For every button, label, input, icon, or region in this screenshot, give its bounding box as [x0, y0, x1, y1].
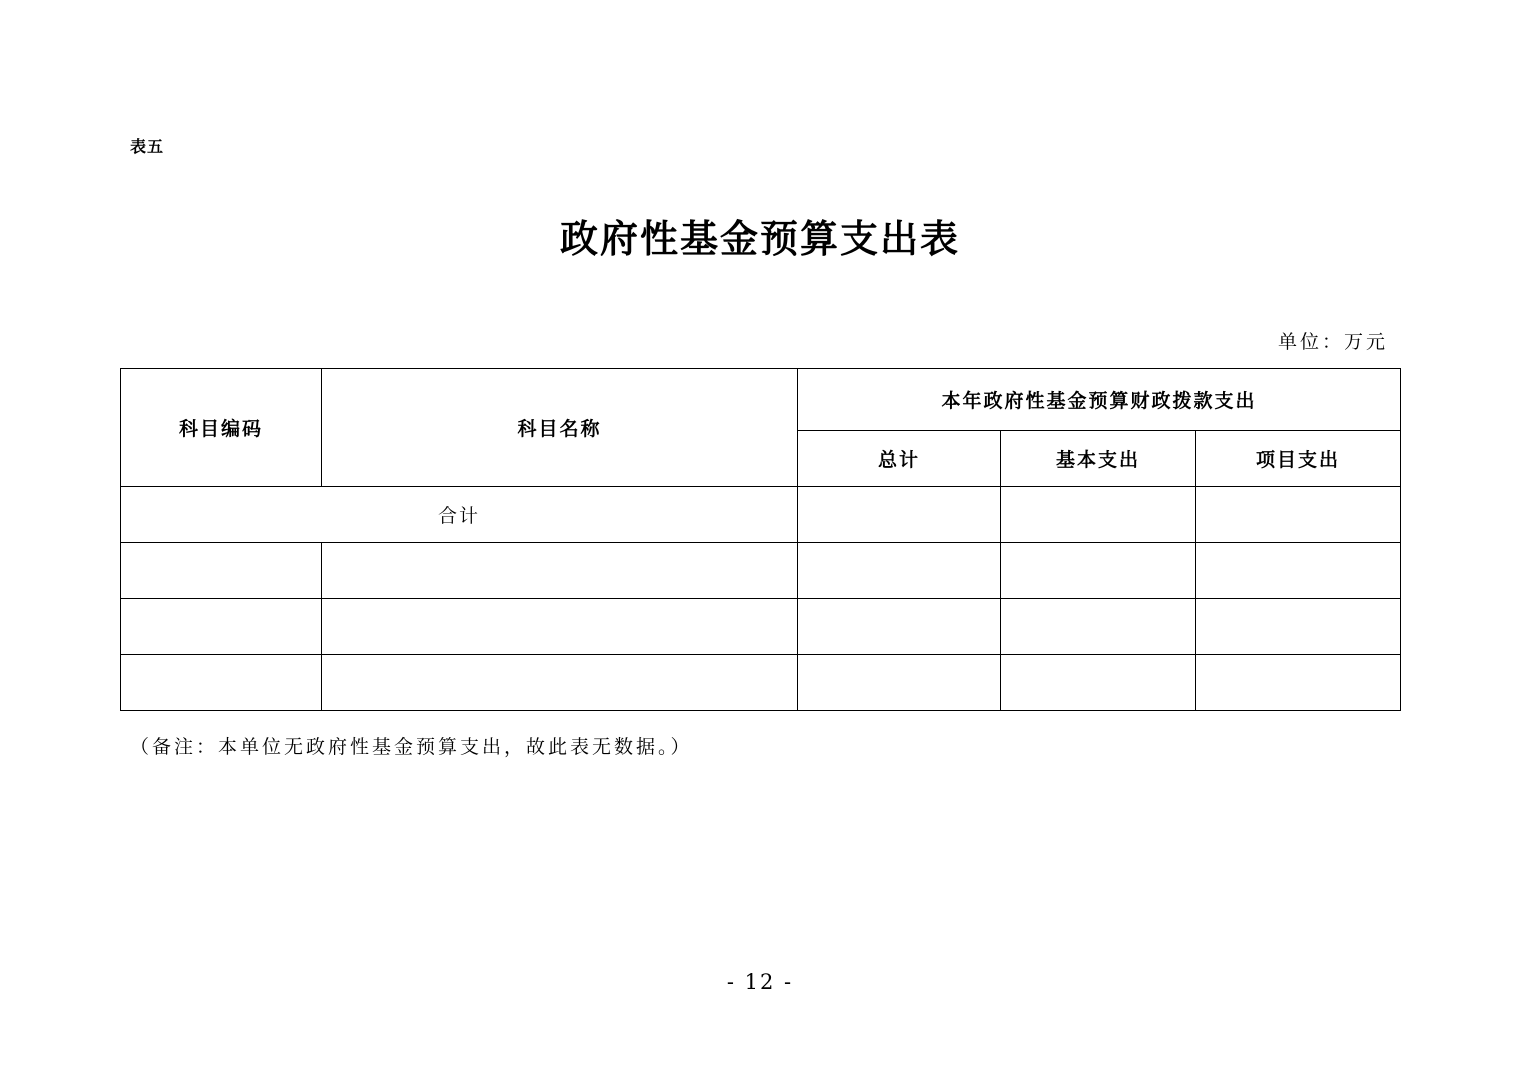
cell-project	[1196, 655, 1401, 711]
cell-project	[1196, 599, 1401, 655]
header-basic-expenditure: 基本支出	[1001, 431, 1196, 487]
cell-total	[798, 655, 1001, 711]
table-row	[121, 543, 1401, 599]
cell-name	[322, 655, 798, 711]
summary-total	[798, 487, 1001, 543]
table-row	[121, 599, 1401, 655]
cell-code	[121, 543, 322, 599]
cell-project	[1196, 543, 1401, 599]
table-row	[121, 655, 1401, 711]
cell-code	[121, 655, 322, 711]
cell-code	[121, 599, 322, 655]
unit-label: 单位：万元	[1277, 331, 1388, 353]
cell-total	[798, 543, 1001, 599]
cell-total	[798, 599, 1001, 655]
cell-basic	[1001, 543, 1196, 599]
header-subject-code: 科目编码	[121, 369, 322, 487]
cell-basic	[1001, 655, 1196, 711]
summary-project	[1196, 487, 1401, 543]
budget-table	[120, 368, 1401, 711]
table-note: （备注：本单位无政府性基金预算支出，故此表无数据。）	[130, 736, 693, 758]
cell-basic	[1001, 599, 1196, 655]
summary-label: 合计	[121, 487, 798, 543]
header-project-expenditure: 项目支出	[1196, 431, 1401, 487]
header-total: 总计	[798, 431, 1001, 487]
page-title: 政府性基金预算支出表	[559, 216, 960, 261]
table-header-row	[121, 369, 1401, 431]
table-label: 表五	[130, 137, 165, 156]
header-appropriation-group: 本年政府性基金预算财政拨款支出	[798, 369, 1401, 431]
page-number: - 12 -	[726, 970, 794, 994]
summary-row	[121, 487, 1401, 543]
cell-name	[322, 599, 798, 655]
cell-name	[322, 543, 798, 599]
summary-basic	[1001, 487, 1196, 543]
header-subject-name: 科目名称	[322, 369, 798, 487]
